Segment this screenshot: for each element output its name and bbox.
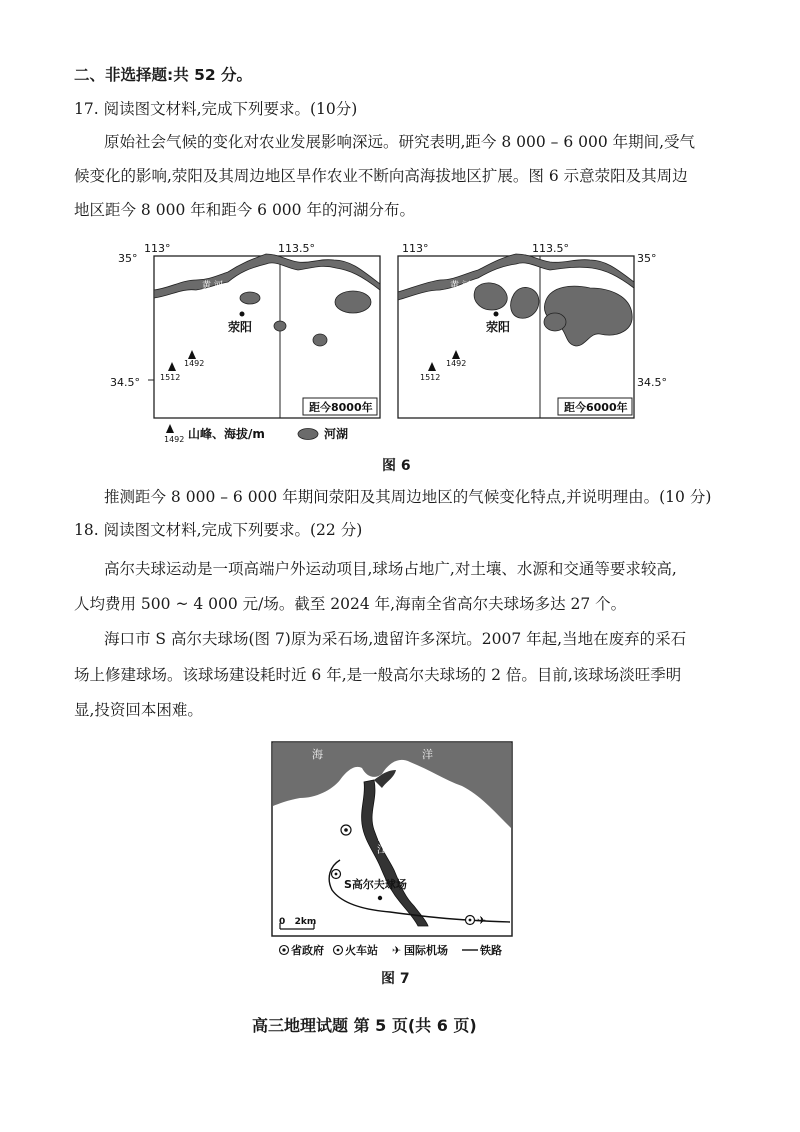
- peak-icon: [166, 424, 174, 433]
- lake: [274, 321, 286, 331]
- peak-elevation: 1492: [184, 359, 205, 368]
- figure-6-caption: 图 6: [382, 458, 411, 474]
- river-label-6000: 黄 河: [450, 281, 471, 291]
- figure-7-map: [270, 740, 516, 964]
- legend-gov: 省政府: [291, 944, 324, 957]
- sea-label: 洋: [422, 748, 433, 761]
- peak-elevation: 1492: [446, 359, 467, 368]
- q18-para2-line: 显,投资回本困难。: [74, 701, 203, 719]
- city-dot: [494, 312, 499, 317]
- scale-label: 0 2km: [279, 917, 317, 927]
- section-heading: 二、非选择题:共 52 分。: [74, 66, 253, 84]
- legend-rail: 铁路: [480, 944, 502, 957]
- lat-label: 35°: [118, 252, 138, 265]
- lat-label: 34.5°: [110, 376, 140, 389]
- q18-para1-line: 人均费用 500 ~ 4 000 元/场。截至 2024 年,海南全省高尔夫球场多达 27 个。: [74, 595, 627, 613]
- lon-label: 113°: [402, 242, 429, 255]
- lon-label: 113.5°: [278, 242, 315, 255]
- lake-icon: [298, 429, 318, 440]
- lon-label: 113°: [144, 242, 171, 255]
- golf-dot: [378, 896, 382, 900]
- panel-label-8000: 距今8000年: [309, 401, 373, 414]
- q17-para-line: 地区距今 8 000 年和距今 6 000 年的河湖分布。: [74, 201, 415, 219]
- figure-6-legend: [164, 424, 348, 444]
- city-dot: [240, 312, 245, 317]
- lake: [335, 291, 371, 313]
- airport-legend-icon: ✈: [392, 944, 402, 957]
- airport-icon: ✈: [477, 914, 487, 927]
- city-label: 荥阳: [486, 320, 511, 334]
- q17-para-line: 原始社会气候的变化对农业发展影响深远。研究表明,距今 8 000 – 6 000 年期间,受气: [104, 133, 696, 151]
- lake: [313, 334, 327, 346]
- q18-title: 18. 阅读图文材料,完成下列要求。(22 分): [74, 521, 363, 539]
- map-panel-8000: [110, 242, 380, 418]
- lon-label: 113.5°: [532, 242, 569, 255]
- river-label-8000: 黄 河: [202, 281, 223, 291]
- city-label: 荥阳: [228, 320, 253, 334]
- q18-para1-line: 高尔夫球运动是一项高端户外运动项目,球场占地广,对土壤、水源和交通等要求较高,: [104, 560, 677, 578]
- q17-question: 推测距今 8 000 – 6 000 年期间荥阳及其周边地区的气候变化特点,并说明理由。(10 分): [104, 488, 712, 506]
- lake: [544, 313, 566, 331]
- legend-peak-text: 山峰、海拔/m: [188, 427, 265, 441]
- panel-label-6000: 距今6000年: [564, 401, 628, 414]
- lat-label: 34.5°: [637, 376, 667, 389]
- legend-airport: 国际机场: [404, 944, 448, 957]
- q18-para2-line: 海口市 S 高尔夫球场(图 7)原为采石场,遗留许多深坑。2007 年起,当地在废弃的采石: [104, 630, 687, 648]
- figure-6-map: [100, 238, 680, 450]
- q18-para2-line: 场上修建球场。该球场建设耗时近 6 年,是一般高尔夫球场的 2 倍。目前,该球场淡旺季明: [74, 666, 682, 684]
- q17-title: 17. 阅读图文材料,完成下列要求。(10分): [74, 100, 358, 118]
- lake: [240, 292, 260, 304]
- golf-label: S高尔夫球场: [344, 878, 407, 891]
- figure-7-caption: 图 7: [381, 971, 410, 987]
- legend-lake-text: 河湖: [324, 427, 349, 441]
- q17-para-line: 候变化的影响,荥阳及其周边地区旱作农业不断向高海拔地区扩展。图 6 示意荥阳及其周边: [74, 167, 688, 185]
- page-footer: 高三地理试题 第 5 页(共 6 页): [252, 1016, 477, 1035]
- peak-elevation: 1512: [160, 373, 181, 382]
- river-label: 南 渡 江: [374, 818, 386, 855]
- peak-elevation: 1512: [420, 373, 441, 382]
- map-panel-6000: [398, 242, 667, 418]
- legend-peak-value: 1492: [164, 435, 185, 444]
- legend-station: 火车站: [345, 944, 378, 957]
- lat-label: 35°: [637, 252, 657, 265]
- sea-label: 海: [312, 748, 323, 761]
